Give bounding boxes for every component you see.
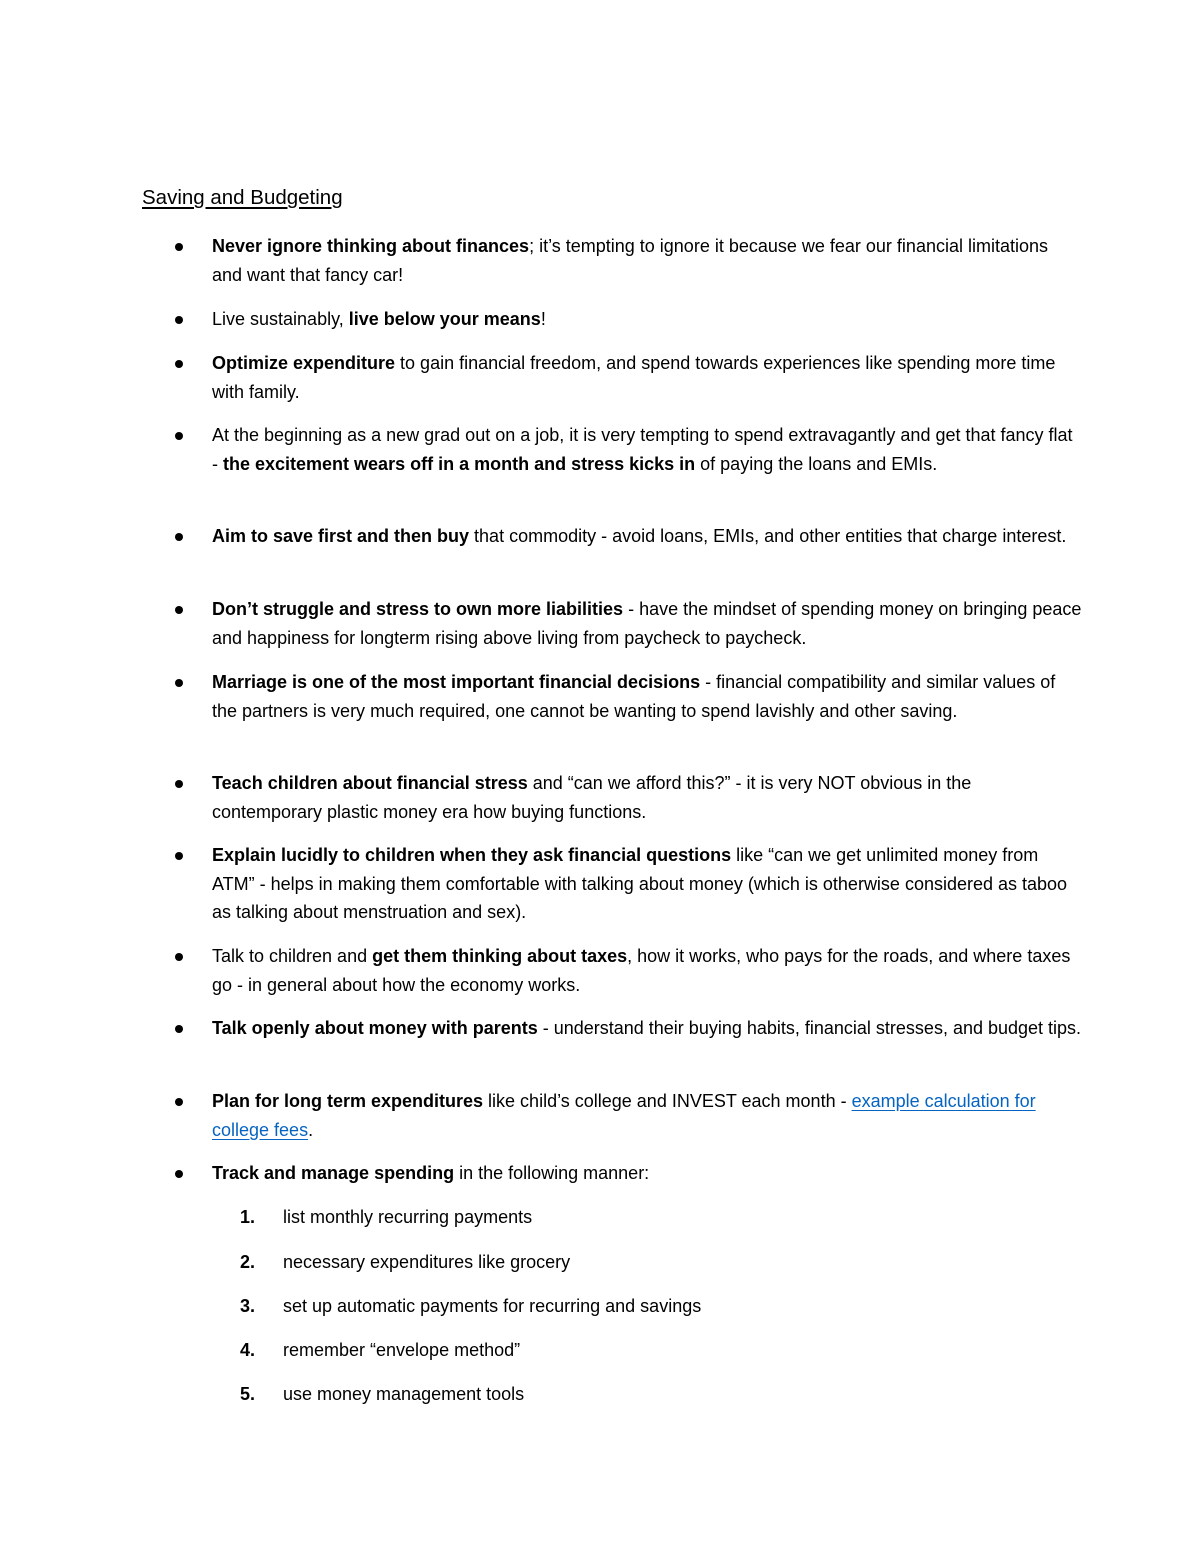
bullet-text — [212, 1014, 1082, 1043]
bold-phrase: Never ignore thinking about finances — [212, 236, 530, 256]
bold-phrase: get them thinking about taxes — [372, 946, 628, 966]
bold-phrase: Talk openly about money with parents — [212, 1018, 538, 1038]
text-run: Live sustainably, — [212, 309, 349, 329]
bullet-text — [212, 1159, 1082, 1188]
item-text: use money management tools — [283, 1384, 525, 1404]
text-run: - understand their buying habits, financial stresses, and budget tips. — [537, 1018, 1082, 1038]
bullet-text — [212, 769, 1082, 826]
text-run: of paying the loans and EMIs. — [695, 453, 938, 474]
text-run: ; it’s tempting to ignore it because we fear our financial limitations and want that fancy car! — [212, 236, 1048, 285]
bullet-text — [212, 522, 1082, 551]
item-number: 4. — [240, 1340, 256, 1360]
item-number: 3. — [240, 1296, 256, 1316]
text-run: to gain financial freedom, and spend towards experiences like spending more time with family. — [212, 353, 1056, 402]
text-run: in the following manner: — [454, 1163, 650, 1183]
bullet-text — [212, 305, 1082, 334]
bold-phrase: Plan for long term expenditures — [212, 1091, 484, 1111]
bold-phrase: the excitement wears off in a month and stress kicks in — [223, 453, 696, 474]
text-run: . — [308, 1119, 314, 1140]
page-title: Saving and Budgeting — [142, 186, 343, 209]
bullet-dot-icon — [175, 1170, 183, 1178]
text-run: and “can we afford this?” - it is very NOT obvious in the contemporary plastic money era how buying functions. — [212, 773, 972, 822]
bullet-dot-icon — [175, 316, 183, 324]
text-run: ! — [540, 309, 546, 329]
bullet-dot-icon — [175, 360, 183, 368]
bullet-dot-icon — [175, 243, 183, 251]
item-text: list monthly recurring payments — [283, 1207, 533, 1227]
text-run: like child’s college and INVEST each month - — [483, 1091, 852, 1111]
item-number: 2. — [240, 1252, 256, 1272]
college-fees-link[interactable]: example calculation for college fees — [212, 1091, 1036, 1140]
item-number: 5. — [240, 1384, 256, 1404]
item-number: 1. — [240, 1207, 256, 1227]
bold-phrase: Aim to save first and then buy — [212, 526, 470, 546]
item-text: set up automatic payments for recurring and savings — [283, 1296, 702, 1316]
bullet-text — [212, 942, 1082, 999]
bullet-dot-icon — [175, 432, 183, 440]
bullet-dot-icon — [175, 780, 183, 788]
item-text: necessary expenditures like grocery — [283, 1252, 571, 1272]
bold-phrase: Explain lucidly to children when they ask financial questions — [212, 845, 732, 865]
bullet-dot-icon — [175, 606, 183, 614]
bullet-dot-icon — [175, 953, 183, 961]
text-run: that commodity - avoid loans, EMIs, and other entities that charge interest. — [469, 526, 1067, 546]
bullet-text — [212, 595, 1082, 652]
bold-phrase: Don’t struggle and stress to own more liabilities — [212, 599, 624, 619]
bold-phrase: live below your means — [348, 309, 541, 329]
bullet-text — [212, 668, 1082, 725]
text-run: Talk to children and — [212, 946, 373, 966]
bullet-text — [212, 421, 1082, 478]
bullet-text — [212, 1087, 1082, 1144]
text-run: like “can we get unlimited money from ATM” - helps in making them comfortable with talking about money (which is otherwise considered as taboo as talking about menstruation and sex). — [212, 845, 1068, 922]
text-run: , how it works, who pays for the roads, and where taxes go - in general about how the economy works. — [212, 946, 1071, 995]
item-text: remember “envelope method” — [283, 1340, 521, 1360]
text-run: At the beginning as a new grad out on a job, it is very tempting to spend extravagantly and get that fancy flat - — [212, 425, 1073, 474]
bullet-dot-icon — [175, 1025, 183, 1033]
bullet-dot-icon — [175, 679, 183, 687]
bullet-dot-icon — [175, 1098, 183, 1106]
bold-phrase: Optimize expenditure — [212, 353, 396, 373]
bullet-text — [212, 841, 1082, 927]
bullet-dot-icon — [175, 852, 183, 860]
text-run: - financial compatibility and similar values of the partners is very much required, one cannot be wanting to spend lavishly and other saving. — [212, 672, 1056, 721]
bold-phrase: Teach children about financial stress — [212, 773, 528, 793]
bullet-dot-icon — [175, 533, 183, 541]
bullet-text — [212, 349, 1082, 406]
bold-phrase: Marriage is one of the most important financial decisions — [212, 672, 701, 692]
bold-phrase: Track and manage spending — [212, 1163, 455, 1183]
text-run: - have the mindset of spending money on bringing peace and happiness for longterm rising above living from paycheck to paycheck. — [212, 599, 1082, 648]
bullet-text — [212, 232, 1082, 289]
